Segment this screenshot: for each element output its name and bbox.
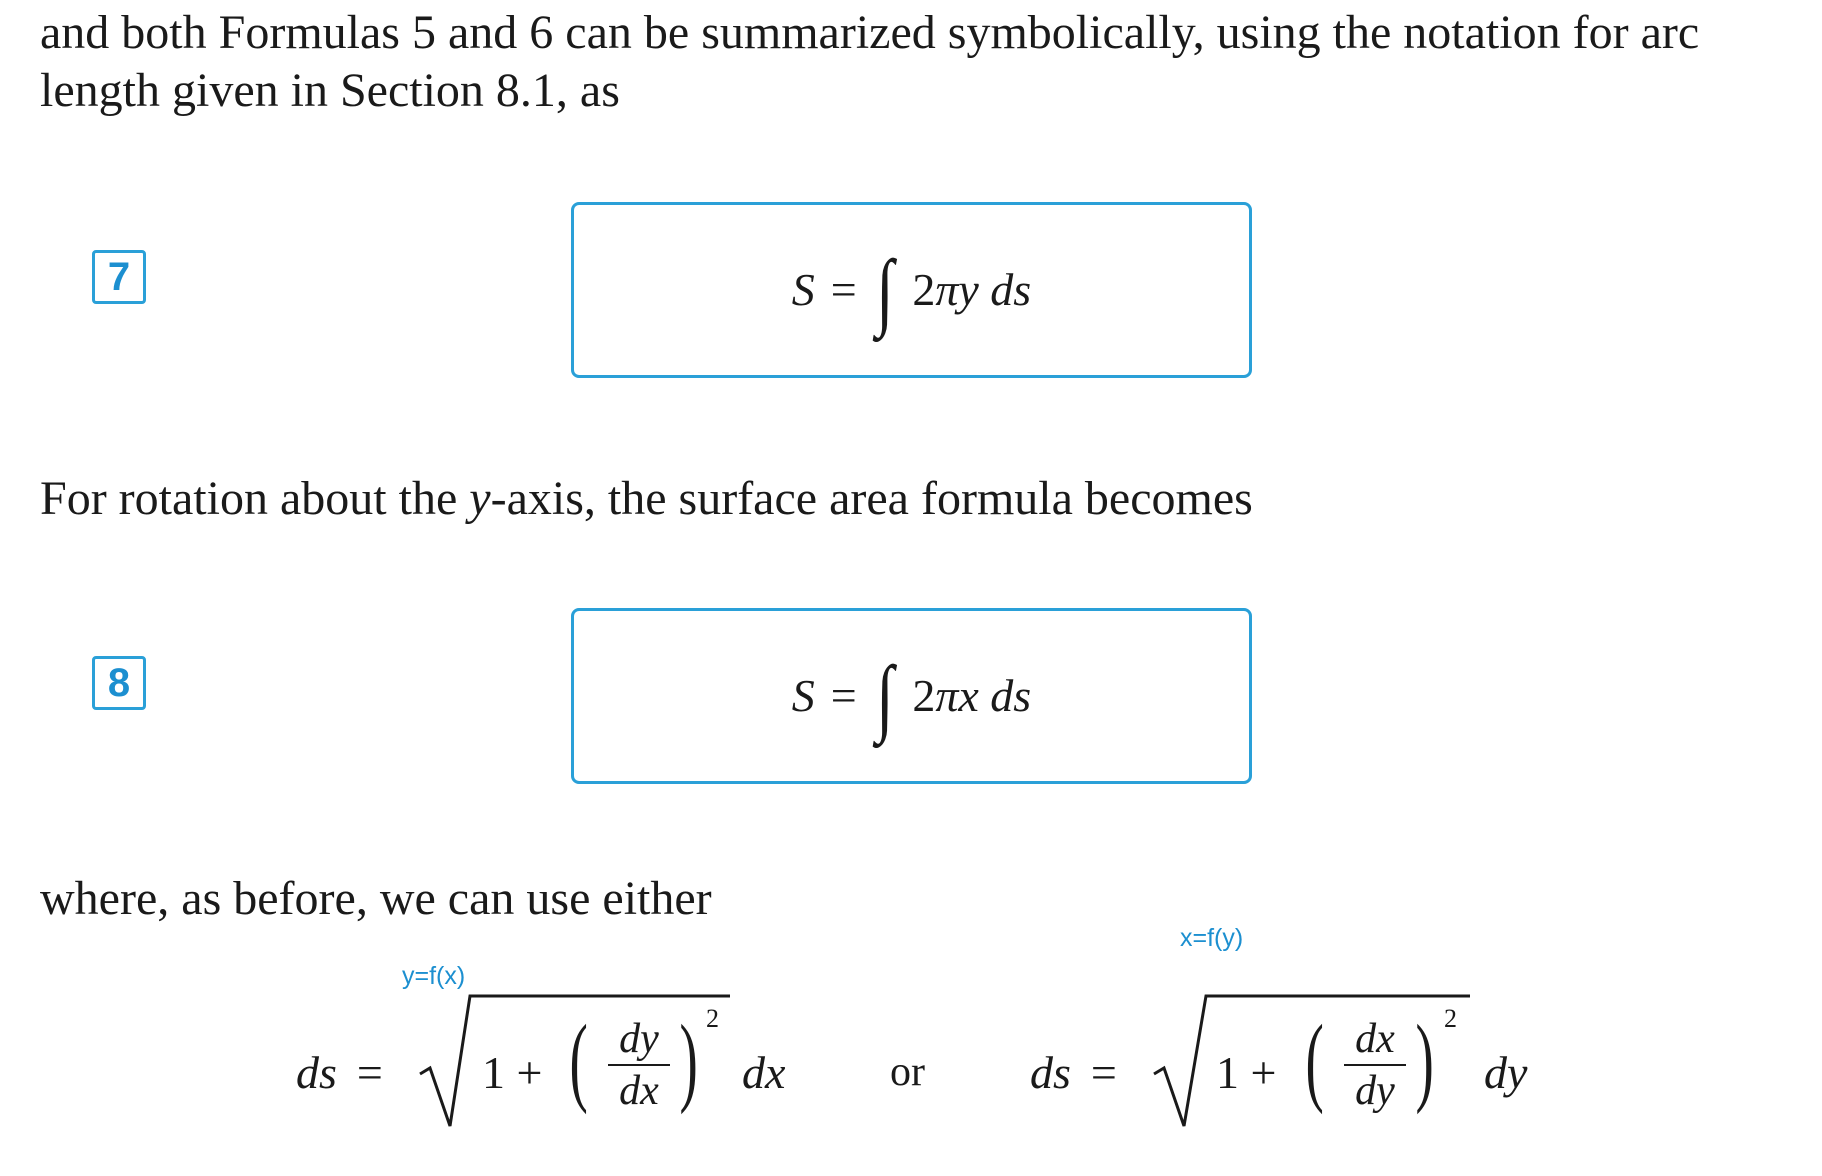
formula-differential: ds: [990, 670, 1032, 721]
paragraph-y-axis-var: y: [469, 472, 491, 525]
fraction-denominator: dx: [619, 1068, 659, 1114]
formula-integrand-var: x: [958, 670, 979, 721]
formula-pi: π: [935, 264, 959, 315]
ds-differential: dy: [1484, 1047, 1528, 1098]
fraction-numerator: dx: [1355, 1016, 1395, 1062]
formula-differential: ds: [990, 264, 1032, 315]
equation-number-7: 7: [92, 250, 146, 304]
ds-lhs-var: ds: [296, 1047, 337, 1098]
annotation-x-equals-f-of-y: x=f(y): [1180, 924, 1244, 952]
surface-area-formula-x-axis: [574, 242, 1249, 338]
integral-sign: ∫: [875, 242, 894, 338]
surface-area-formula-y-axis: [574, 648, 1249, 744]
paragraph-where: where, as before, we can use either: [40, 872, 712, 925]
formula-coefficient: 2: [912, 264, 936, 315]
left-paren: (: [1305, 1004, 1324, 1115]
paragraph-y-axis: [40, 470, 1253, 528]
formula-equals: =: [830, 264, 857, 315]
fraction-numerator: dy: [619, 1016, 659, 1062]
fraction-denominator: dy: [1355, 1068, 1395, 1114]
formula-coefficient: 2: [912, 670, 936, 721]
ds-lhs-var: ds: [1030, 1047, 1071, 1098]
formula-lhs: S: [791, 264, 815, 315]
equation-box-8: [571, 608, 1252, 784]
left-paren: (: [569, 1004, 588, 1115]
ds-one-plus: 1 +: [1216, 1047, 1277, 1098]
fraction-bar: [1344, 1064, 1406, 1066]
ds-equals: =: [1090, 1047, 1117, 1098]
formula-integrand-var: y: [958, 264, 979, 315]
ds-lhs: [1030, 1046, 1141, 1099]
formula-pi: π: [935, 670, 959, 721]
derivative-fraction: [1342, 1016, 1408, 1114]
exponent: 2: [1444, 1004, 1457, 1033]
paragraph-y-axis-before: For rotation about the: [40, 472, 470, 525]
paragraph-intro-line1: and both Formulas 5 and 6 can be summarized symbolically, using the notation for arc: [40, 6, 1700, 59]
ds-equals: =: [356, 1047, 383, 1098]
ds-differential: dx: [742, 1047, 786, 1098]
fraction-bar: [608, 1064, 670, 1066]
paragraph-intro-line2: length given in Section 8.1, as: [40, 64, 620, 117]
formula-lhs: S: [791, 670, 815, 721]
ds-one-plus: 1 +: [482, 1047, 543, 1098]
formula-equals: =: [830, 670, 857, 721]
equation-number-8: 8: [92, 656, 146, 710]
connector-or: or: [890, 1049, 925, 1095]
paragraph-y-axis-after: -axis, the surface area formula becomes: [490, 472, 1253, 525]
ds-lhs: [296, 1046, 407, 1099]
integral-sign: ∫: [875, 648, 894, 744]
derivative-fraction: [606, 1016, 672, 1114]
equation-box-7: [571, 202, 1252, 378]
annotation-y-equals-f-of-x: y=f(x): [402, 962, 466, 990]
exponent: 2: [706, 1004, 719, 1033]
right-paren: ): [1415, 1004, 1434, 1115]
right-paren: ): [679, 1004, 698, 1115]
